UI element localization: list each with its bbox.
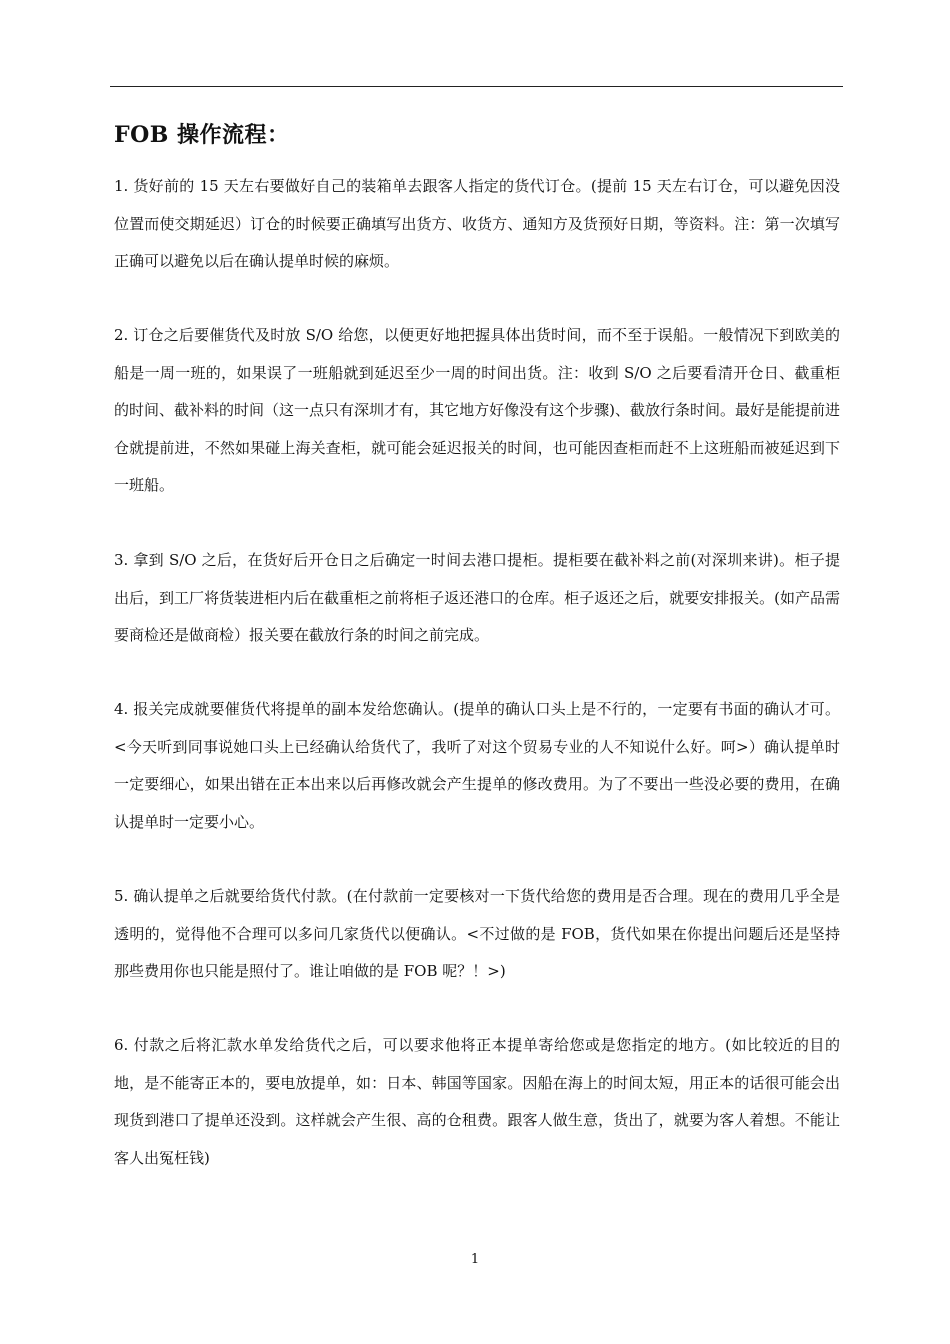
paragraph-step-2: 2. 订仓之后要催货代及时放 S/O 给您，以便更好地把握具体出货时间，而不至于误船。一般情况下到欧美的船是一周一班的，如果误了一班船就到延迟至少一周的时间出货。注：收到 S/O 之后要看清开仓日、截重柜的时间、截补料的时间（这一点只有深圳才有，其它地方好像没有这个步骤)、截放行条时间。最好是能提前进仓就提前进，不然如果碰上海关查柜，就可能会延迟报关的时间，也可能因查柜而赶不上这班船而被延迟到下一班船。 (114, 326, 840, 494)
page-number: 1 (470, 1252, 480, 1267)
paragraph-step-6: 6. 付款之后将汇款水单发给货代之后，可以要求他将正本提单寄给您或是您指定的地方。(如比较近的目的地，是不能寄正本的，要电放提单，如：日本、韩国等国家。因船在海上的时间太短，用正本的话很可能会出现货到港口了提单还没到。这样就会产生很、高的仓租费。跟客人做生意，货出了，就要为客人着想。不能让客人出冤枉钱) (114, 1036, 840, 1167)
paragraph-step-5: 5. 确认提单之后就要给货代付款。(在付款前一定要核对一下货代给您的费用是否合理。现在的费用几乎全是透明的，觉得他不合理可以多问几家货代以便确认。<不过做的是 FOB，货代如果在你提出问题后还是坚持那些费用你也只能是照付了。谁让咱做的是 FOB 呢？！>) (114, 887, 840, 980)
paragraph-step-1: 1. 货好前的 15 天左右要做好自己的装箱单去跟客人指定的货代订仓。(提前 15 天左右订仓，可以避免因没位置而使交期延迟）订仓的时候要正确填写出货方、收货方、通知方及货预好日期，等资料。注：第一次填写正确可以避免以后在确认提单时候的麻烦。 (114, 177, 840, 270)
header-rule (110, 86, 843, 87)
paragraph-step-3: 3. 拿到 S/O 之后，在货好后开仓日之后确定一时间去港口提柜。提柜要在截补料之前(对深圳来讲)。柜子提出后，到工厂将货装进柜内后在截重柜之前将柜子返还港口的仓库。柜子返还之后，就要安排报关。(如产品需要商检还是做商检）报关要在截放行条的时间之前完成。 (114, 551, 840, 644)
paragraph-step-4: 4. 报关完成就要催货代将提单的副本发给您确认。(提单的确认口头上是不行的，一定要有书面的确认才可。<今天听到同事说她口头上已经确认给货代了，我听了对这个贸易专业的人不知说什么好。呵>）确认提单时一定要细心，如果出错在正本出来以后再修改就会产生提单的修改费用。为了不要出一些没必要的费用，在确认提单时一定要小心。 (114, 700, 840, 831)
document-title: FOB 操作流程： (114, 122, 290, 148)
